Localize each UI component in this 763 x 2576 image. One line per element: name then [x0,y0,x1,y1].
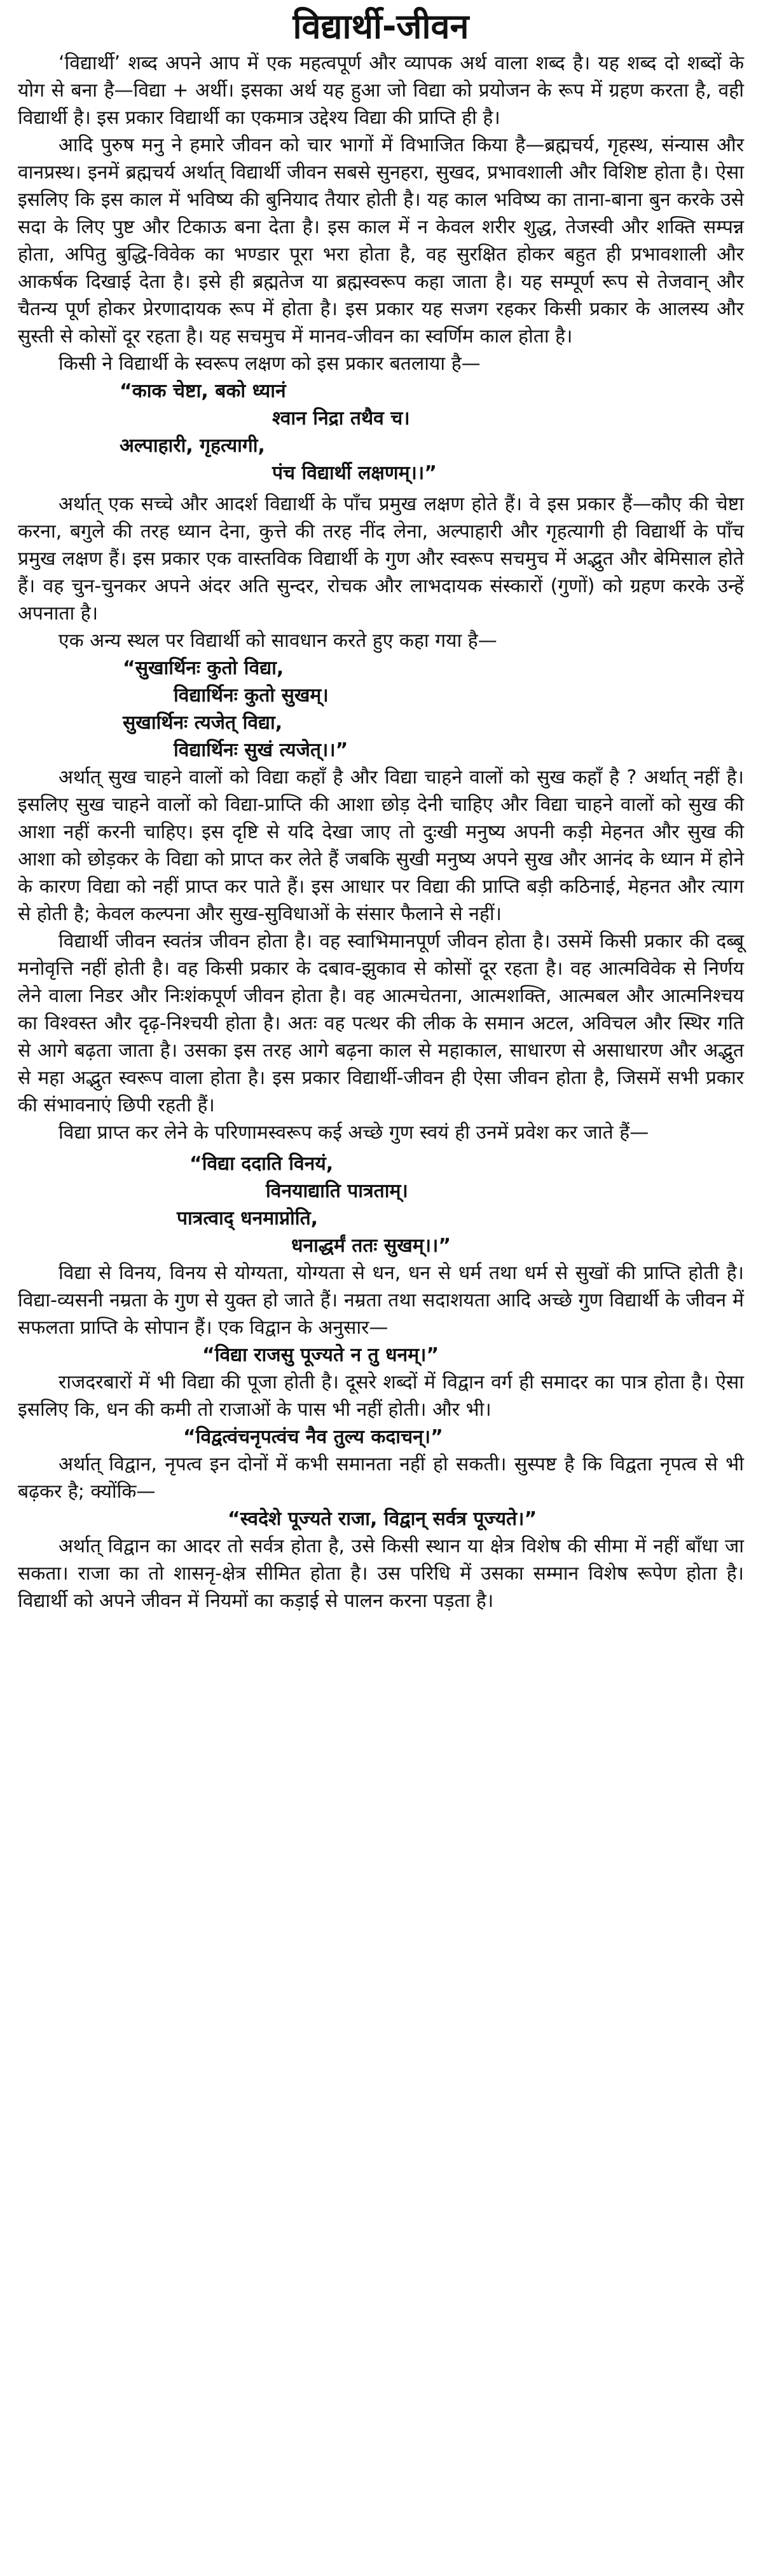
verse-line: सुखार्थिनः त्यजेत् विद्या, [123,712,283,734]
quote-raja-pujyate: “विद्या राजसु पूज्यते न तु धनम्।” [202,1344,439,1366]
verse-line: अल्पाहारी, गृहत्यागी, [120,435,265,457]
verse-line: पंच विद्यार्थी लक्षणम्।।” [272,462,437,484]
paragraph-nripatva: अर्थात् विद्वान, नृपत्व इन दोनों में कभी समानता नहीं हो सकती। सुस्पष्ट है कि विद्वता नृपत्व से भी बढ़कर है; क्योंकि— [18,1453,744,1503]
paragraph-verse2-intro: एक अन्य स्थल पर विद्यार्थी को सावधान करते हुए कहा गया है— [58,630,497,652]
essay-title: विद्यार्थी-जीवन [292,6,469,46]
quote-vidvatva: “विद्वत्वंचनृपत्वंच नैव तुल्य कदाचन्।” [183,1426,443,1448]
paragraph-swatantra: विद्यार्थी जीवन स्वतंत्र जीवन होता है। वह स्वाभिमानपूर्ण जीवन होता है। उसमें किसी प्रकार की दब्बू मनोवृत्ति नहीं होती है। वह किसी प्रकार के दबाव-झुकाव से कोसों दूर रहता है। वह आत्मविवेक से निर्णय लेने वाला निडर और निःशंकपूर्ण जीवन होता है। वह आत्मचेतना, आत्मशक्ति, आत्मबल और आत्मनिश्चय का विश्वस्त और दृढ़-निश्चयी होता है। अतः वह पत्थर की लीक के समान अटल, अविचल और स्थिर गति से आगे बढ़ता जाता है। उसका इस तरह आगे बढ़ना काल से महाकाल, साधारण से असाधारण और अद्भुत से महा अद्भुत स्वरूप वाला होता है। इस प्रकार विद्यार्थी-जीवन ही ऐसा जीवन होता है, जिसमें सभी प्रकार की संभावनाएं छिपी रहती हैं। [18,930,744,1116]
paragraph-intro: ‘विद्यार्थी’ शब्द अपने आप में एक महत्वपूर्ण और व्यापक अर्थ वाला शब्द है। यह शब्द दो शब्दों के योग से बना है—विद्या + अर्थी। इसका अर्थ यह हुआ जो विद्या को प्रयोजन के रूप में ग्रहण करता है, वही विद्यार्थी है। इस प्रकार विद्यार्थी का एकमात्र उद्देश्य विद्या की प्राप्ति ही है। [18,52,744,129]
verse-line: धनाद्धर्मं ततः सुखम्।।” [291,1235,451,1257]
verse-line: श्वान निद्रा तथैव च। [272,407,410,430]
quote-swadeshe: “स्वदेशे पूज्यते राजा, विद्वान् सर्वत्र पूज्यते।” [228,1508,537,1530]
paragraph-conclusion: अर्थात् विद्वान का आदर तो सर्वत्र होता है, उसे किसी स्थान या क्षेत्र विशेष की सीमा में नहीं बाँधा जा सकता। राजा का तो शासनृ-क्षेत्र सीमित होता है। उस परिधि में उसका सम्मान विशेष रूपेण होता है। विद्यार्थी को अपने जीवन में नियमों का कड़ाई से पालन करना पड़ता है। [18,1535,744,1612]
verse-line: विद्यार्थिनः सुखं त्यजेत्।।” [174,739,348,761]
verse-sukh-vidya [18,654,744,764]
paragraph-vinay: विद्या से विनय, विनय से योग्यता, योग्यता से धन, धन से धर्म तथा धर्म से सुखों की प्राप्ति होती है। विद्या-व्यसनी नम्रता के गुण से युक्त हो जाते हैं। नम्रता तथा सदाशयता आदि अच्छे गुण विद्यार्थी के जीवन में सफलता प्राप्ति के सोपान हैं। एक विद्वान के अनुसार— [18,1262,744,1339]
verse-line: “सुखार्थिनः कुतो विद्या, [123,657,284,679]
verse-five-qualities [18,377,744,487]
paragraph-sukh-vidya: अर्थात् सुख चाहने वालों को विद्या कहाँ है और विद्या चाहने वालों को सुख कहाँ है ? अर्थात् नहीं है। इसलिए सुख चाहने वालों को विद्या-प्राप्ति की आशा छोड़ देनी चाहिए और विद्या चाहने वालों को सुख की आशा नहीं करनी चाहिए। इस दृष्टि से यदि देखा जाए तो दुःखी मनुष्य अपनी कड़ी मेहनत और सुख की आशा को छोड़कर के विद्या को प्राप्त कर लेते हैं जबकि सुखी मनुष्य अपने सुख और आनंद के ध्यान में होने के कारण विद्या को नहीं प्राप्त कर पाते हैं। इस आधार पर विद्या की प्राप्ति बड़ी कठिनाई, मेहनत और त्याग से होती है; केवल कल्पना और सुख-सुविधाओं के संसार फैलाने से नहीं। [18,766,744,925]
verse-vidya-dadati [18,1150,744,1259]
paragraph-brahmacharya: आदि पुरुष मनु ने हमारे जीवन को चार भागों में विभाजित किया है—ब्रह्मचर्य, गृहस्थ, संन्यास और वानप्रस्थ। इनमें ब्रह्मचर्य अर्थात् विद्यार्थी जीवन सबसे सुनहरा, सुखद, प्रभावशाली और विशिष्ट होता है। ऐसा इसलिए कि इस काल में भविष्य की बुनियाद तैयार होती है। यह काल भविष्य का ताना-बाना बुन करके उसे सदा के लिए पुष्ट और टिकाऊ बना देता है। इस काल में न केवल शरीर शुद्ध, तेजस्वी और शक्ति सम्पन्न होता, अपितु बुद्धि-विवेक का भण्डार पूरा भरा होता है, वह सुरक्षित होकर बहुत ही प्रभावशाली और आकर्षक दिखाई देता है। इसे ही ब्रह्मतेज या ब्रह्मस्वरूप कहा जाता है। यह सम्पूर्ण रूप से तेजवान् और चैतन्य पूर्ण होकर प्रेरणादायक रूप में होता है। इस प्रकार यह सजग रहकर किसी प्रकार के आलस्य और सुस्ती से कोसों दूर रहता है। यह सचमुच में मानव-जीवन का स्वर्णिम काल होता है। [18,134,744,348]
paragraph-rajdarbar: राजदरबारों में भी विद्या की पूजा होती है। दूसरे शब्दों में विद्वान वर्ग ही समादर का पात्र होता है। ऐसा इसलिए कि, धन की कमी तो राजाओं के पास भी नहीं होती। और भी। [18,1371,744,1421]
verse-line: “विद्या ददाति विनयं, [189,1153,334,1175]
paragraph-verse1-intro: किसी ने विद्यार्थी के स्वरूप लक्षण को इस प्रकार बतलाया है— [58,353,481,375]
paragraph-five-qualities: अर्थात् एक सच्चे और आदर्श विद्यार्थी के पाँच प्रमुख लक्षण होते हैं। वे इस प्रकार हैं—कौए की चेष्टा करना, बगुले की तरह ध्यान देना, कुत्ते की तरह नींद लेना, अल्पाहारी और गृहत्यागी ही विद्यार्थी के पाँच प्रमुख लक्षण हैं। इस प्रकार एक वास्तविक विद्यार्थी के गुण और स्वरूप सचमुच में अद्भुत और बेमिसाल होते हैं। वह चुन-चुनकर अपने अंदर अति सुन्दर, रोचक और लाभदायक संस्कारों (गुणों) को ग्रहण करके उन्हें अपनाता है। [18,493,744,625]
verse-line: पात्रत्वाद् धनमाप्नोति, [177,1207,319,1230]
verse-line: “काक चेष्टा, बको ध्यानं [120,380,286,402]
verse-line: विद्यार्थिनः कुतो सुखम्। [174,684,329,707]
verse-line: विनयाद्याति पात्रताम्। [266,1180,408,1202]
paragraph-verse3-intro: विद्या प्राप्त कर लेने के परिणामस्वरूप कई अच्छे गुण स्वयं ही उनमें प्रवेश कर जाते हैं— [58,1122,649,1144]
